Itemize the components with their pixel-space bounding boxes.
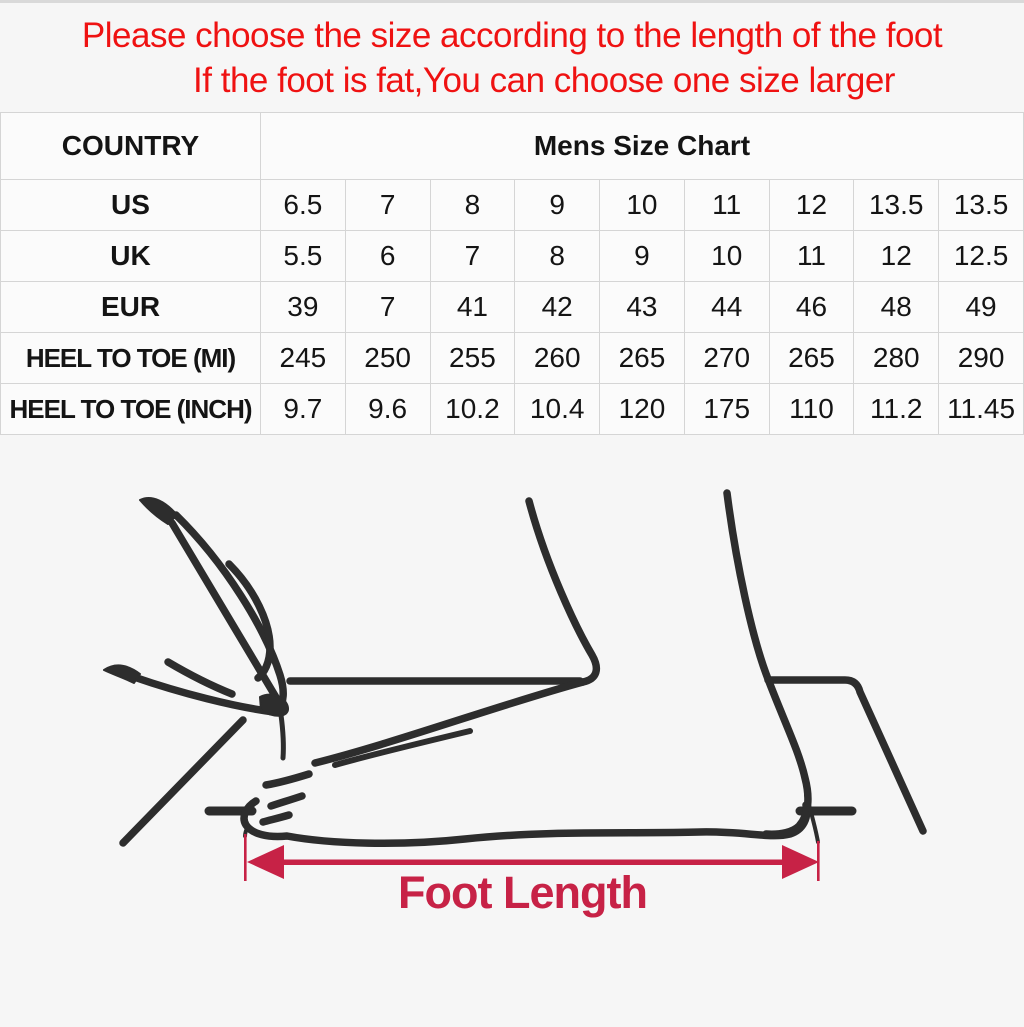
mens-size-chart-table [0,112,1024,435]
banner-line-1: Please choose the size according to the length of the foot [81,16,943,55]
size-cell: 280 [854,333,939,384]
table-row [1,231,1024,282]
size-cell: 10.2 [430,384,515,435]
size-cell: 43 [600,282,685,333]
row-label: US [1,180,261,231]
toe-stroke-2 [271,796,302,806]
row-label: EUR [1,282,261,333]
size-cell: 265 [600,333,685,384]
heel-guide-hairline [817,841,820,881]
size-cell: 49 [939,282,1024,333]
country-header: COUNTRY [1,113,261,180]
row-label: UK [1,231,261,282]
size-cell: 110 [769,384,854,435]
toe-and-sole-line [244,801,807,843]
size-cell: 11.45 [939,384,1024,435]
size-cell: 9 [600,231,685,282]
size-cell: 265 [769,333,854,384]
size-cell: 6.5 [261,180,346,231]
size-cell: 12 [854,231,939,282]
size-cell: 11 [684,180,769,231]
foot-outline-drawing [244,493,818,843]
size-cell: 9.6 [345,384,430,435]
size-cell: 10 [684,231,769,282]
size-cell: 5.5 [261,231,346,282]
hand-with-pencil-drawing [104,498,288,758]
size-cell: 260 [515,333,600,384]
size-cell: 10 [600,180,685,231]
front-shin-line [529,501,596,682]
size-cell: 250 [345,333,430,384]
size-cell: 13.5 [939,180,1024,231]
chart-title: Mens Size Chart [261,113,1024,180]
foot-length-label: Foot Length [398,867,647,918]
size-cell: 46 [769,282,854,333]
size-cell: 9.7 [261,384,346,435]
size-cell: 48 [854,282,939,333]
table-header-row [1,113,1024,180]
instep-line [315,682,583,763]
size-cell: 8 [515,231,600,282]
size-cell: 245 [261,333,346,384]
back-of-leg-and-heel-line [727,493,808,834]
size-cell: 255 [430,333,515,384]
size-cell: 7 [345,180,430,231]
ruler-diagonal-line [123,720,243,843]
thumb-tip [104,665,140,683]
size-cell: 7 [345,282,430,333]
arrow-shaft [276,860,790,866]
size-cell: 6 [345,231,430,282]
size-cell: 13.5 [854,180,939,231]
pencil-eraser-tip [140,498,177,524]
size-cell: 8 [430,180,515,231]
size-cell: 120 [600,384,685,435]
table-row [1,384,1024,435]
size-cell: 270 [684,333,769,384]
row-label: HEEL TO TOE (MI) [1,333,261,384]
size-cell: 290 [939,333,1024,384]
toe-stroke-3 [263,815,289,822]
size-cell: 10.4 [515,384,600,435]
size-cell: 41 [430,282,515,333]
foot-measurement-illustration [0,433,1024,1027]
toe-stroke-1 [266,774,309,785]
size-cell: 11 [769,231,854,282]
pencil-lead [281,715,283,758]
toe-guide-hairline [244,834,247,881]
banner-line-2: If the foot is fat,You can choose one size larger [193,61,895,100]
size-cell: 12.5 [939,231,1024,282]
size-cell: 9 [515,180,600,231]
row-label: HEEL TO TOE (INCH) [1,384,261,435]
size-table-body [1,180,1024,435]
size-cell: 12 [769,180,854,231]
size-guide-banner [0,3,1024,112]
size-cell: 44 [684,282,769,333]
table-row [1,333,1024,384]
size-cell: 39 [261,282,346,333]
size-cell: 42 [515,282,600,333]
size-cell: 175 [684,384,769,435]
table-row [1,180,1024,231]
size-cell: 7 [430,231,515,282]
table-row [1,282,1024,333]
size-cell: 11.2 [854,384,939,435]
